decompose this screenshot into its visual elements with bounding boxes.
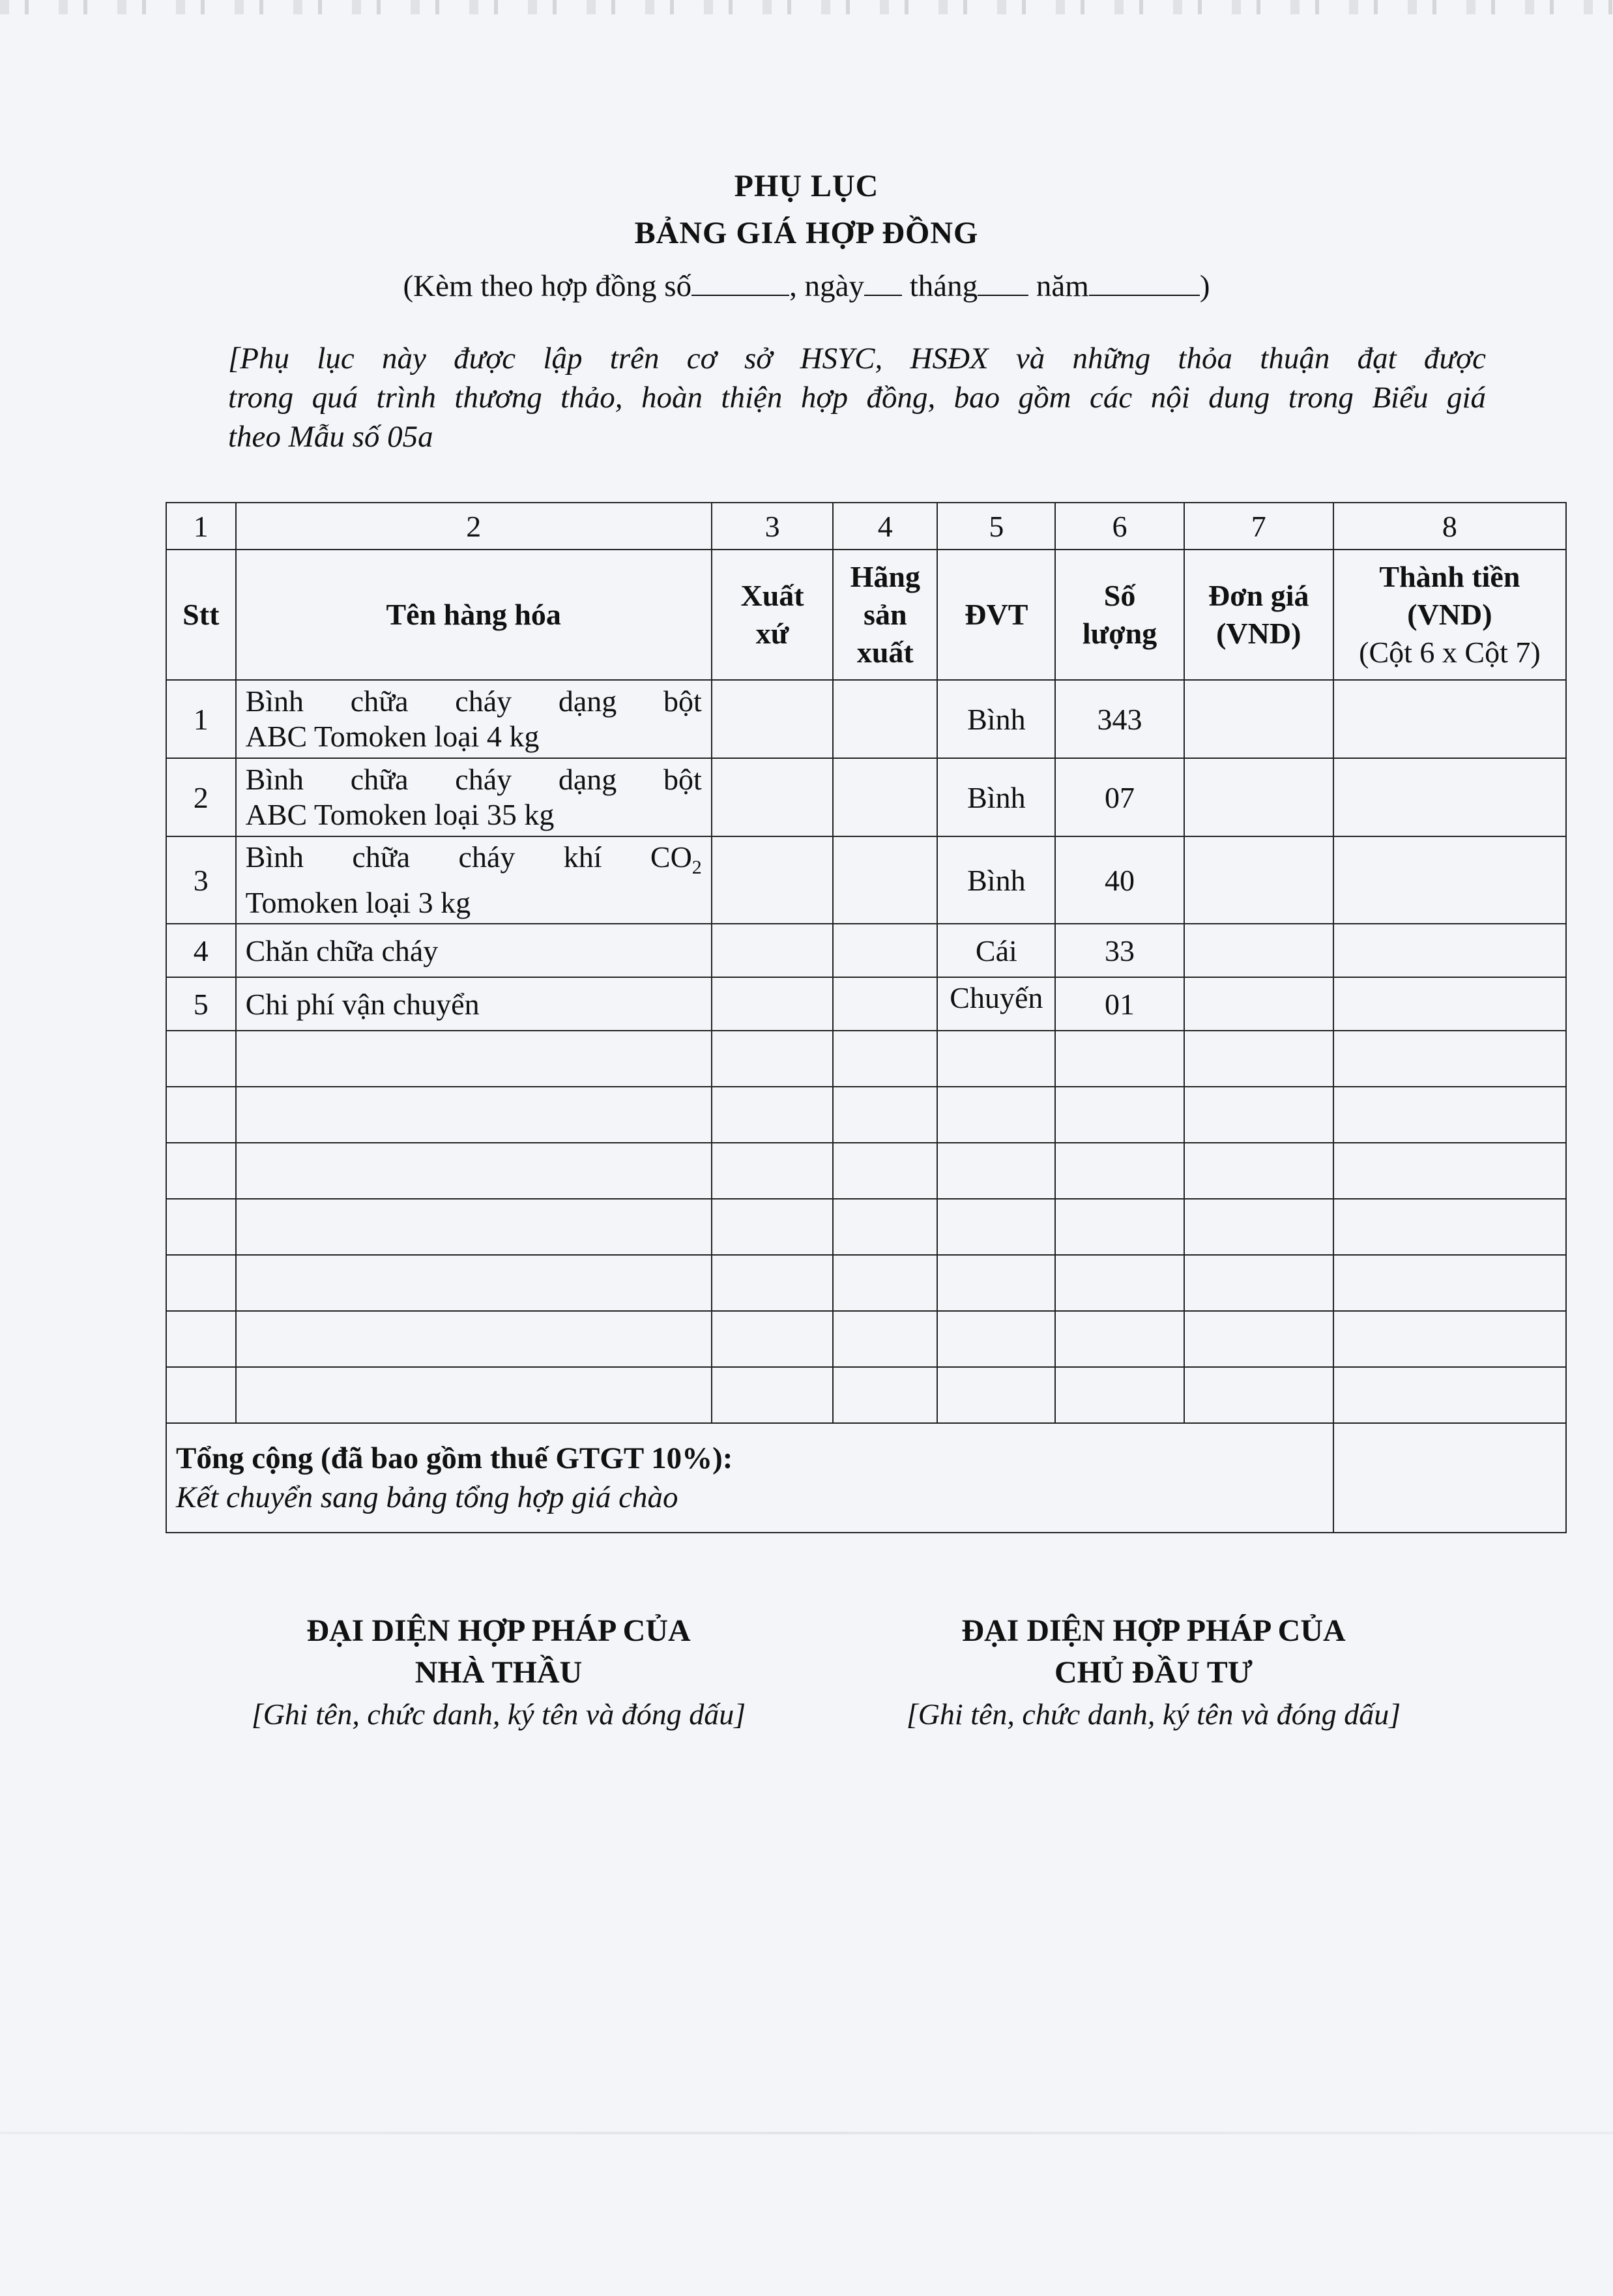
contract-ref-open: (Kèm theo hợp đồng số (403, 269, 692, 303)
header-maker-line: sản (864, 598, 907, 631)
row-name-line: Tomoken loại 3 kg (245, 886, 471, 920)
col-number: 2 (236, 503, 712, 550)
empty-cell (937, 1087, 1055, 1143)
empty-cell (1184, 1143, 1333, 1199)
empty-cell (1333, 1143, 1566, 1199)
contract-ref-ngay: , ngày (789, 269, 864, 303)
empty-cell (1184, 1087, 1333, 1143)
col-number: 4 (833, 503, 937, 550)
contractor-signature-block (173, 1610, 824, 1735)
row-quantity: 33 (1055, 924, 1184, 977)
row-maker (833, 924, 937, 977)
table-row-empty (166, 1311, 1566, 1367)
header-quantity-line: Số (1103, 579, 1136, 612)
row-stt: 3 (166, 836, 236, 924)
empty-cell (1055, 1199, 1184, 1255)
contractor-signature-role: NHÀ THẦU (414, 1655, 583, 1690)
appendix-title: PHỤ LỤC (734, 169, 879, 203)
empty-cell (1333, 1255, 1566, 1311)
row-origin (712, 680, 834, 758)
row-amount (1333, 977, 1566, 1031)
empty-cell (833, 1031, 937, 1087)
row-maker (833, 758, 937, 836)
empty-cell (166, 1367, 236, 1423)
column-number-row (166, 503, 1566, 550)
row-name-text: Bình chữa cháy khí CO (245, 840, 692, 874)
row-unit: Chuyến (937, 977, 1055, 1031)
row-name-line: Bình chữa cháy dạng bột (245, 763, 702, 796)
row-name (236, 758, 712, 836)
price-table (166, 502, 1567, 1533)
total-row (166, 1423, 1566, 1533)
header-maker-line: Hãng (850, 560, 920, 593)
row-origin (712, 836, 834, 924)
header-price-line: Đơn giá (1208, 579, 1309, 612)
total-label-cell (166, 1423, 1333, 1533)
table-row-empty (166, 1367, 1566, 1423)
header-stt: Stt (166, 550, 236, 680)
scan-edge-top (0, 0, 1613, 14)
row-name-subscript: 2 (691, 857, 702, 879)
empty-cell (833, 1143, 937, 1199)
empty-cell (712, 1199, 834, 1255)
contract-ref-thang: tháng (909, 269, 978, 303)
investor-signature-block (828, 1610, 1479, 1735)
header-price-line: (VND) (1216, 617, 1301, 650)
row-name-line: ABC Tomoken loại 35 kg (245, 798, 555, 831)
table-row (166, 977, 1566, 1031)
row-amount (1333, 836, 1566, 924)
empty-cell (833, 1255, 937, 1311)
empty-cell (712, 1367, 834, 1423)
row-quantity: 343 (1055, 680, 1184, 758)
empty-cell (166, 1087, 236, 1143)
empty-cell (236, 1367, 712, 1423)
empty-cell (1184, 1199, 1333, 1255)
table-row-empty (166, 1087, 1566, 1143)
row-maker (833, 977, 937, 1031)
contractor-signature-title: ĐẠI DIỆN HỢP PHÁP CỦA (306, 1613, 691, 1648)
row-name: Chi phí vận chuyển (236, 977, 712, 1031)
row-maker (833, 836, 937, 924)
table-row-empty (166, 1143, 1566, 1199)
appendix-subtitle: BẢNG GIÁ HỢP ĐỒNG (634, 216, 979, 250)
header-quantity (1055, 550, 1184, 680)
col-number: 6 (1055, 503, 1184, 550)
row-unit: Bình (937, 680, 1055, 758)
investor-signature-title: ĐẠI DIỆN HỢP PHÁP CỦA (961, 1613, 1346, 1648)
header-amount-formula: (Cột 6 x Cột 7) (1359, 636, 1541, 669)
col-number: 1 (166, 503, 236, 550)
header-amount-line: (VND) (1407, 598, 1492, 631)
note-line-3: theo Mẫu số 05a (228, 420, 433, 454)
day-blank (864, 269, 902, 296)
empty-cell (1333, 1311, 1566, 1367)
table-row-empty (166, 1255, 1566, 1311)
row-quantity: 07 (1055, 758, 1184, 836)
note-line-2: trong quá trình thương thảo, hoàn thiện hợp đồng, bao gồm các nội dung trong Biểu giá (228, 381, 1486, 415)
row-name (236, 680, 712, 758)
header-amount (1333, 550, 1566, 680)
investor-signature-role: CHỦ ĐẦU TƯ (1054, 1655, 1253, 1690)
empty-cell (1333, 1087, 1566, 1143)
year-blank (1089, 269, 1200, 296)
empty-cell (1333, 1199, 1566, 1255)
total-label: Tổng cộng (đã bao gồm thuế GTGT 10%): (176, 1441, 733, 1476)
table-row (166, 680, 1566, 758)
row-unit: Cái (937, 924, 1055, 977)
row-quantity: 01 (1055, 977, 1184, 1031)
table-row-empty (166, 1031, 1566, 1087)
col-number: 8 (1333, 503, 1566, 550)
row-stt: 1 (166, 680, 236, 758)
row-maker (833, 680, 937, 758)
header-maker (833, 550, 937, 680)
header-quantity-line: lượng (1082, 617, 1157, 650)
row-name (236, 836, 712, 924)
empty-cell (236, 1031, 712, 1087)
header-origin-line: Xuất (740, 579, 804, 612)
empty-cell (833, 1367, 937, 1423)
contractor-signature-note: [Ghi tên, chức danh, ký tên và đóng dấu] (251, 1698, 746, 1731)
empty-cell (712, 1143, 834, 1199)
row-name-line: Bình chữa cháy dạng bột (245, 684, 702, 718)
empty-cell (166, 1143, 236, 1199)
header-amount-line: Thành tiền (1379, 560, 1520, 593)
empty-cell (236, 1087, 712, 1143)
empty-cell (712, 1087, 834, 1143)
row-amount (1333, 924, 1566, 977)
row-origin (712, 758, 834, 836)
empty-cell (937, 1031, 1055, 1087)
contract-ref-close: ) (1199, 269, 1210, 303)
scan-edge-bottom (0, 2132, 1613, 2134)
empty-cell (937, 1255, 1055, 1311)
row-origin (712, 977, 834, 1031)
header-unit: ĐVT (937, 550, 1055, 680)
empty-cell (833, 1199, 937, 1255)
row-unit-price (1184, 758, 1333, 836)
row-amount (1333, 758, 1566, 836)
empty-cell (236, 1311, 712, 1367)
empty-cell (1184, 1031, 1333, 1087)
empty-cell (1184, 1255, 1333, 1311)
empty-cell (937, 1311, 1055, 1367)
contract-reference-line (0, 269, 1613, 304)
month-blank (978, 269, 1028, 296)
empty-cell (712, 1311, 834, 1367)
empty-cell (1184, 1367, 1333, 1423)
row-name: Chăn chữa cháy (236, 924, 712, 977)
table-row-empty (166, 1199, 1566, 1255)
empty-cell (166, 1255, 236, 1311)
row-quantity: 40 (1055, 836, 1184, 924)
col-number: 3 (712, 503, 834, 550)
table-row (166, 758, 1566, 836)
row-name-line: ABC Tomoken loại 4 kg (245, 720, 540, 753)
header-row (166, 550, 1566, 680)
row-name-line (246, 840, 702, 885)
row-origin (712, 924, 834, 977)
empty-cell (712, 1255, 834, 1311)
header-maker-line: xuất (856, 636, 914, 669)
total-amount (1333, 1423, 1566, 1533)
note-line-1: [Phụ lục này được lập trên cơ sở HSYC, HSĐX và những thỏa thuận đạt được (228, 342, 1486, 375)
empty-cell (1184, 1311, 1333, 1367)
empty-cell (236, 1143, 712, 1199)
contract-ref-nam: năm (1036, 269, 1089, 303)
row-unit-price (1184, 924, 1333, 977)
row-unit: Bình (937, 758, 1055, 836)
row-unit-price (1184, 680, 1333, 758)
empty-cell (1333, 1367, 1566, 1423)
total-note: Kết chuyển sang bảng tổng hợp giá chào (176, 1480, 678, 1515)
empty-cell (937, 1143, 1055, 1199)
header-name: Tên hàng hóa (236, 550, 712, 680)
empty-cell (166, 1031, 236, 1087)
empty-cell (1055, 1311, 1184, 1367)
table-row (166, 924, 1566, 977)
empty-cell (1333, 1031, 1566, 1087)
empty-cell (1055, 1087, 1184, 1143)
empty-cell (1055, 1367, 1184, 1423)
empty-cell (937, 1199, 1055, 1255)
empty-cell (1055, 1255, 1184, 1311)
table-row (166, 836, 1566, 924)
empty-cell (1055, 1143, 1184, 1199)
investor-signature-note: [Ghi tên, chức danh, ký tên và đóng dấu] (906, 1698, 1401, 1731)
empty-cell (833, 1087, 937, 1143)
empty-cell (712, 1031, 834, 1087)
contract-number-blank (691, 269, 789, 296)
row-unit-price (1184, 977, 1333, 1031)
empty-cell (1055, 1031, 1184, 1087)
empty-cell (166, 1311, 236, 1367)
col-number: 7 (1184, 503, 1333, 550)
row-unit-price (1184, 836, 1333, 924)
row-stt: 5 (166, 977, 236, 1031)
header-unit-price (1184, 550, 1333, 680)
header-origin-line: xứ (755, 617, 789, 650)
empty-cell (833, 1311, 937, 1367)
empty-cell (236, 1255, 712, 1311)
row-stt: 4 (166, 924, 236, 977)
row-unit: Bình (937, 836, 1055, 924)
empty-cell (236, 1199, 712, 1255)
appendix-note (228, 339, 1486, 456)
empty-cell (166, 1199, 236, 1255)
row-amount (1333, 680, 1566, 758)
col-number: 5 (937, 503, 1055, 550)
header-origin (712, 550, 834, 680)
row-stt: 2 (166, 758, 236, 836)
empty-cell (937, 1367, 1055, 1423)
